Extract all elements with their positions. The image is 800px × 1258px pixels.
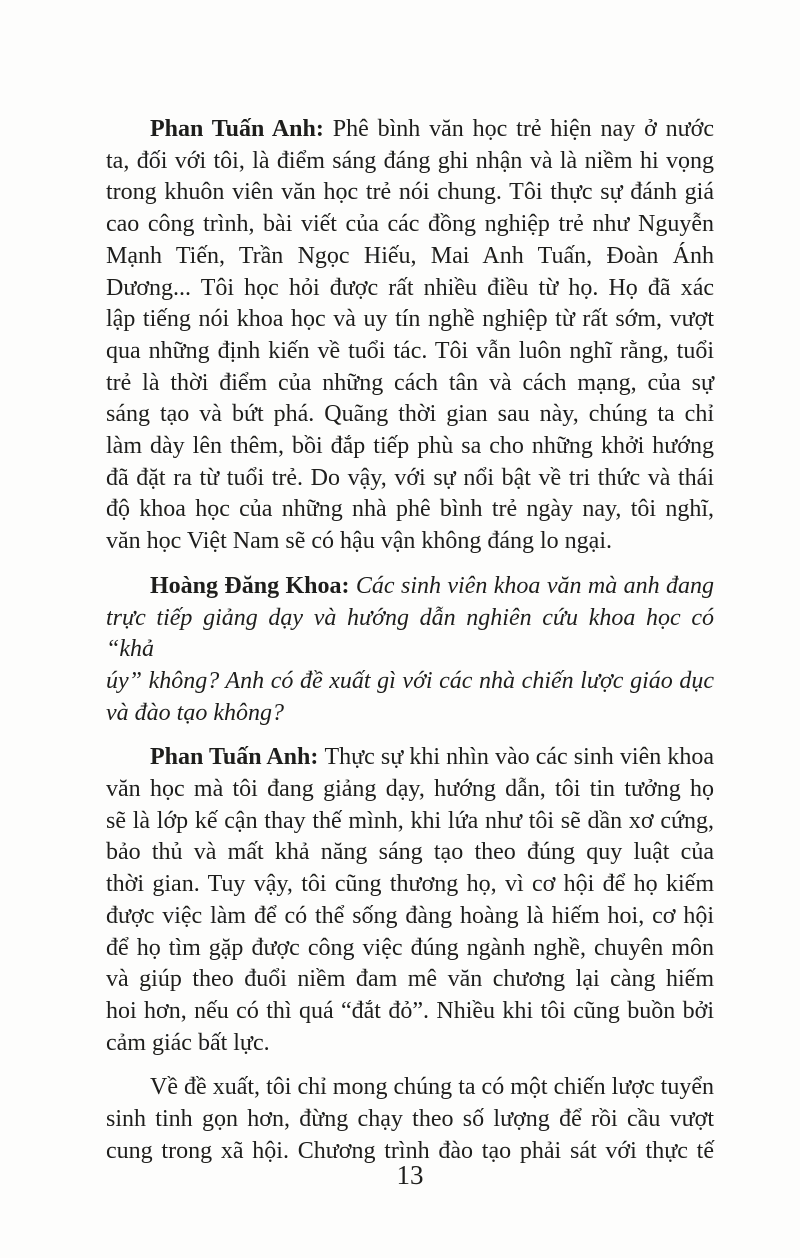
page-number	[106, 1160, 714, 1192]
page-number-value: 13	[396, 1160, 424, 1190]
text-line: sẽ là lớp kế cận thay thế mình, khi lứa như tôi sẽ dần xơ cứng,	[106, 807, 714, 834]
text-line: trực tiếp giảng dạy và hướng dẫn nghiên cứu khoa học có “khả	[106, 604, 714, 663]
text-line	[106, 114, 714, 146]
page-content	[106, 114, 714, 1168]
text-line: cao công trình, bài viết của các đồng nghiệp trẻ như Nguyễn	[106, 211, 714, 238]
text-line: làm dày lên thêm, bồi đắp tiếp phù sa cho những khởi hướng	[106, 433, 714, 460]
paragraph-phan-tuan-anh-2	[106, 742, 714, 1059]
text-line: cảm giác bất lực.	[106, 1029, 270, 1056]
speaker-name: Phan Tuấn Anh:	[150, 116, 333, 142]
text-line: văn học mà tôi đang giảng dạy, hướng dẫn, tôi tin tưởng họ	[106, 776, 714, 803]
text-line: hoi hơn, nếu có thì quá “đắt đỏ”. Nhiều khi tôi cũng buồn bởi	[106, 997, 714, 1024]
line-text: Các sinh viên khoa văn mà anh đang	[355, 572, 715, 599]
text-line: đã đặt ra từ tuổi trẻ. Do vậy, với sự nổi bật về tri thức và thái	[106, 464, 714, 491]
line-text: Phê bình văn học trẻ hiện nay ở nước	[332, 116, 714, 142]
text-line: qua những định kiến về tuổi tác. Tôi vẫn luôn nghĩ rằng, tuổi	[106, 337, 714, 364]
speaker-name: Hoàng Đăng Khoa:	[150, 572, 356, 599]
text-line: Về đề xuất, tôi chỉ mong chúng ta có một chiến lược tuyển	[150, 1074, 714, 1101]
text-line: trẻ là thời điểm của những cách tân và cách mạng, của sự	[106, 369, 714, 396]
text-line	[106, 742, 714, 774]
text-line: Dương... Tôi học hỏi được rất nhiều điều từ họ. Họ đã xác	[106, 274, 714, 301]
speaker-name: Phan Tuấn Anh:	[150, 744, 325, 771]
text-line: thời gian. Tuy vậy, tôi cũng thương họ, vì cơ hội để họ kiếm	[106, 871, 714, 898]
text-line: bảo thủ và mất khả năng sáng tạo theo đúng quy luật của	[106, 839, 714, 866]
text-line: và giúp theo đuổi niềm đam mê văn chương lại càng hiếm	[106, 966, 714, 993]
text-line: Mạnh Tiến, Trần Ngọc Hiếu, Mai Anh Tuấn, Đoàn Ánh	[106, 242, 714, 269]
text-line: độ khoa học của những nhà phê bình trẻ ngày nay, tôi nghĩ,	[106, 496, 714, 523]
text-line: được việc làm để có thể sống đàng hoàng là hiếm hoi, cơ hội	[106, 902, 714, 929]
text-line: văn học Việt Nam sẽ có hậu vận không đáng lo ngại.	[106, 528, 612, 555]
text-line: để họ tìm gặp được công việc đúng ngành nghề, chuyên môn	[106, 934, 714, 961]
text-line: sáng tạo và bứt phá. Quãng thời gian sau này, chúng ta chỉ	[106, 401, 714, 428]
paragraph-phan-tuan-anh-3	[106, 1072, 714, 1167]
line-text: Thực sự khi nhìn vào các sinh viên khoa	[324, 744, 714, 771]
text-line: lập tiếng nói khoa học và uy tín nghề nghiệp từ rất sớm, vượt	[106, 306, 714, 333]
paragraph-hoang-dang-khoa-question	[106, 571, 714, 730]
text-line: sinh tinh gọn hơn, đừng chạy theo số lượng để rồi cầu vượt	[106, 1106, 714, 1133]
text-line: trong khuôn viên văn học trẻ nói chung. Tôi thực sự đánh giá	[106, 179, 714, 206]
text-line: úy” không? Anh có đề xuất gì với các nhà chiến lược giáo dục	[106, 667, 714, 694]
paragraph-phan-tuan-anh-1	[106, 114, 714, 558]
text-line	[106, 571, 714, 603]
text-line: cung trong xã hội. Chương trình đào tạo phải sát với thực tế	[106, 1137, 714, 1164]
text-line: ta, đối với tôi, là điểm sáng đáng ghi nhận và là niềm hi vọng	[106, 147, 714, 174]
text-line: và đào tạo không?	[106, 699, 284, 726]
